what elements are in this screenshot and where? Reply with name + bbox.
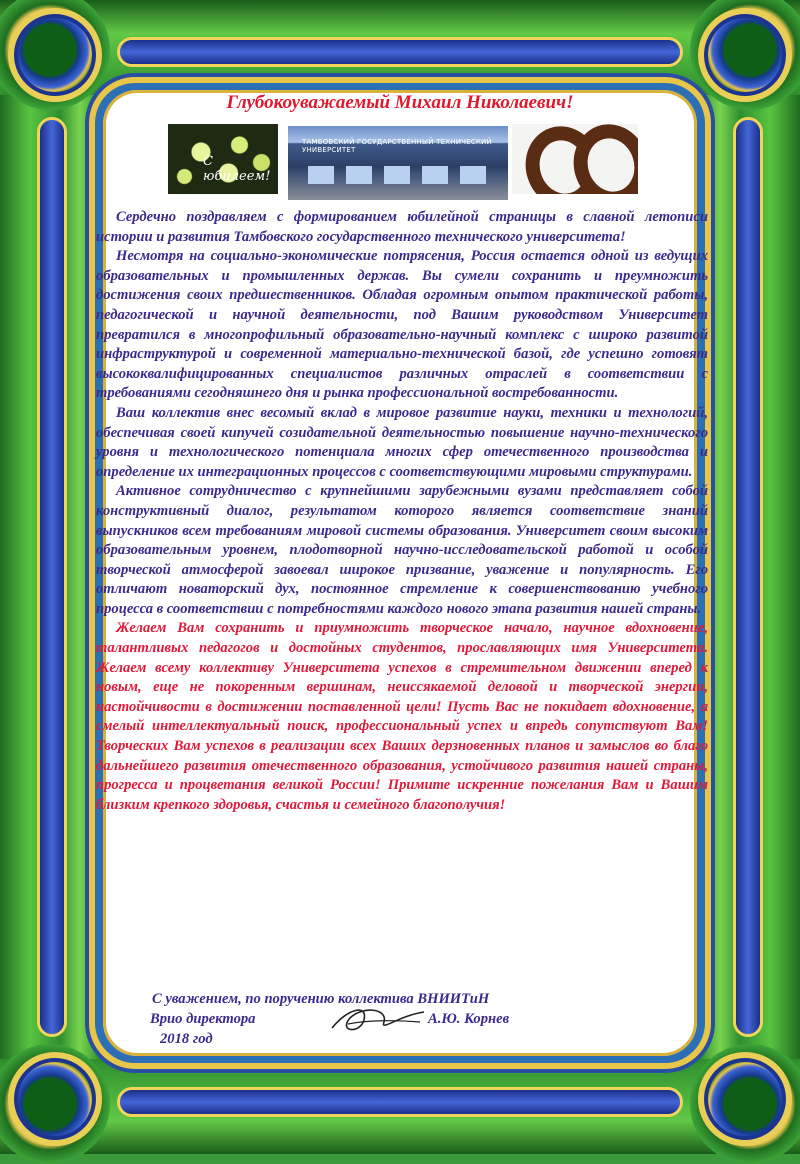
- signature-regards: С уважением, по поручению коллектива ВНИИТиН: [152, 991, 490, 1007]
- building-window: [460, 166, 486, 184]
- building-window: [384, 166, 410, 184]
- building-window: [422, 166, 448, 184]
- signature-name: А.Ю. Корнев: [428, 1011, 510, 1027]
- wishes-paragraph: Желаем Вам сохранить и приумножить творческое начало, научное вдохновение, талантливых педагогов и достойных студентов, прославляющих имя Университета. Желаем всему коллективу Университета успехов в стремительном движении вперед к новым, еще не покоренным вершинам, неиссякаемой деловой и творческой энергии, настойчивости в достижении поставленной цели! Пусть Вас не покидает вдохновение, а смелый интеллектуальный поиск, профессиональный успех и впредь сопутствуют Вам! Творческих Вам успехов в реализации всех Ваших дерзновенных планов и замыслов во благо дальнейшего развития отечественного образования, устойчивого развития нашей страны, прогресса и процветания великой России! Примите искренние пожелания Вам и Вашим близким крепкого здоровья, счастья и семейного благополучия!: [96, 620, 708, 813]
- letter-body: [96, 208, 708, 815]
- paragraph: Ваш коллектив внес весомый вклад в мировое развитие науки, техники и технологий, обеспечивая своей кипучей созидательной деятельностью повышение научно-технического уровня и технологического потенциала многих сфер отечественного производства и определение их интеграционных процессов с соответствующими мировыми структурами.: [96, 404, 708, 480]
- signature-position: Врио директора: [150, 1011, 256, 1027]
- greeting-heading: Глубокоуважаемый Михаил Николаевич!: [226, 92, 574, 113]
- paragraph: Активное сотрудничество с крупнейшими зарубежными вузами представляет собой конструктивный диалог, результатом которого является соответствие знаний выпускников всем требованиям мировой системы образования. Университет своим высоким образовательным уровнем, плодотворной научно-исследовательской работой и особой творческой атмосферой завоевал широкое призвание, уважение и популярность. Его отличают новаторский дух, постоянное стремление к совершенствованию учебного процесса в соответствии с потребностями каждого нового этапа развития нашей страны.: [96, 483, 708, 617]
- signature-year: 2018 год: [160, 1031, 213, 1047]
- anniversary-sixty-photo: [512, 124, 638, 194]
- building-window: [308, 166, 334, 184]
- flowers-caption: С юбилеем!: [203, 154, 271, 184]
- paragraph: Несмотря на социально-экономические потрясения, Россия остается одной из ведущих образовательных и промышленных держав. Вы сумели сохранить и преумножить достижения своих предшественников. Обладая огромным опытом практической работы, педагогической и научной деятельности, под Вашим руководством Университет превратился в многопрофильный образовательно-научный комплекс с широко развитой инфраструктурой и современной материально-технической базой, где успешно готовят высококвалифицированных специалистов различных отраслей в соответствии с требованиями сегодняшнего дня и рынка профессиональной востребованности.: [96, 248, 708, 402]
- flowers-photo: [168, 124, 278, 194]
- building-sign: ТАМБОВСКИЙ ГОСУДАРСТВЕННЫЙ ТЕХНИЧЕСКИЙ УНИВЕРСИТЕТ: [302, 138, 492, 154]
- building-window: [346, 166, 372, 184]
- university-building-photo: [288, 126, 508, 200]
- paragraph: Сердечно поздравляем с формированием юбилейной страницы в славной летописи истории и развития Тамбовского государственного технического университета!: [96, 209, 708, 245]
- handwritten-signature: [328, 998, 428, 1040]
